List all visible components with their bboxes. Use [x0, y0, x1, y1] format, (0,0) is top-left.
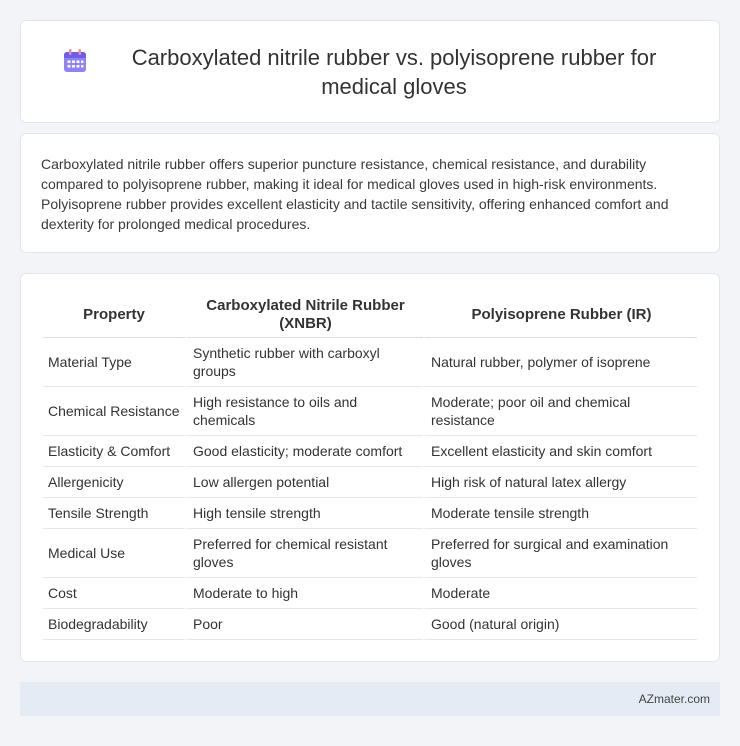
- ir-cell: Good (natural origin): [423, 609, 697, 640]
- page-title: Carboxylated nitrile rubber vs. polyisoprene rubber for medical gloves: [131, 44, 657, 99]
- header-property: Property: [43, 293, 185, 338]
- summary-card: [20, 133, 720, 253]
- table-row: [43, 338, 697, 387]
- xnbr-cell: Moderate to high: [185, 578, 423, 609]
- xnbr-cell: Poor: [185, 609, 423, 640]
- xnbr-cell: High tensile strength: [185, 498, 423, 529]
- table-row: [43, 529, 697, 578]
- header-xnbr: Carboxylated Nitrile Rubber (XNBR): [185, 293, 423, 338]
- property-cell: Material Type: [43, 338, 185, 387]
- calendar-icon: [61, 47, 89, 75]
- comparison-table-card: [20, 273, 720, 662]
- ir-cell: High risk of natural latex allergy: [423, 467, 697, 498]
- summary-text: Carboxylated nitrile rubber offers superior puncture resistance, chemical resistance, and durability compared to polyisoprene rubber, making it ideal for medical gloves used in high-risk environments. Polyisoprene rubber provides excellent elasticity and tactile sensitivity, offering enhanced comfort and dexterity for prolonged medical procedures.: [41, 156, 669, 232]
- xnbr-cell: Low allergen potential: [185, 467, 423, 498]
- property-cell: Medical Use: [43, 529, 185, 578]
- xnbr-cell: Good elasticity; moderate comfort: [185, 436, 423, 467]
- ir-cell: Preferred for surgical and examination gloves: [423, 529, 697, 578]
- table-row: [43, 609, 697, 640]
- property-cell: Elasticity & Comfort: [43, 436, 185, 467]
- table-header-row: [43, 293, 697, 338]
- ir-cell: Moderate tensile strength: [423, 498, 697, 529]
- ir-cell: Natural rubber, polymer of isoprene: [423, 338, 697, 387]
- ir-cell: Moderate; poor oil and chemical resistance: [423, 387, 697, 436]
- table-row: [43, 578, 697, 609]
- footer-brand: AZmater.com: [638, 692, 710, 706]
- header-ir: Polyisoprene Rubber (IR): [423, 293, 697, 338]
- ir-cell: Moderate: [423, 578, 697, 609]
- xnbr-cell: High resistance to oils and chemicals: [185, 387, 423, 436]
- property-cell: Allergenicity: [43, 467, 185, 498]
- table-row: [43, 436, 697, 467]
- property-cell: Cost: [43, 578, 185, 609]
- ir-cell: Excellent elasticity and skin comfort: [423, 436, 697, 467]
- property-cell: Tensile Strength: [43, 498, 185, 529]
- property-cell: Chemical Resistance: [43, 387, 185, 436]
- comparison-table: [43, 293, 697, 640]
- xnbr-cell: Preferred for chemical resistant gloves: [185, 529, 423, 578]
- table-row: [43, 467, 697, 498]
- table-row: [43, 387, 697, 436]
- property-cell: Biodegradability: [43, 609, 185, 640]
- title-card: [20, 20, 720, 123]
- xnbr-cell: Synthetic rubber with carboxyl groups: [185, 338, 423, 387]
- table-row: [43, 498, 697, 529]
- footer: [20, 682, 720, 716]
